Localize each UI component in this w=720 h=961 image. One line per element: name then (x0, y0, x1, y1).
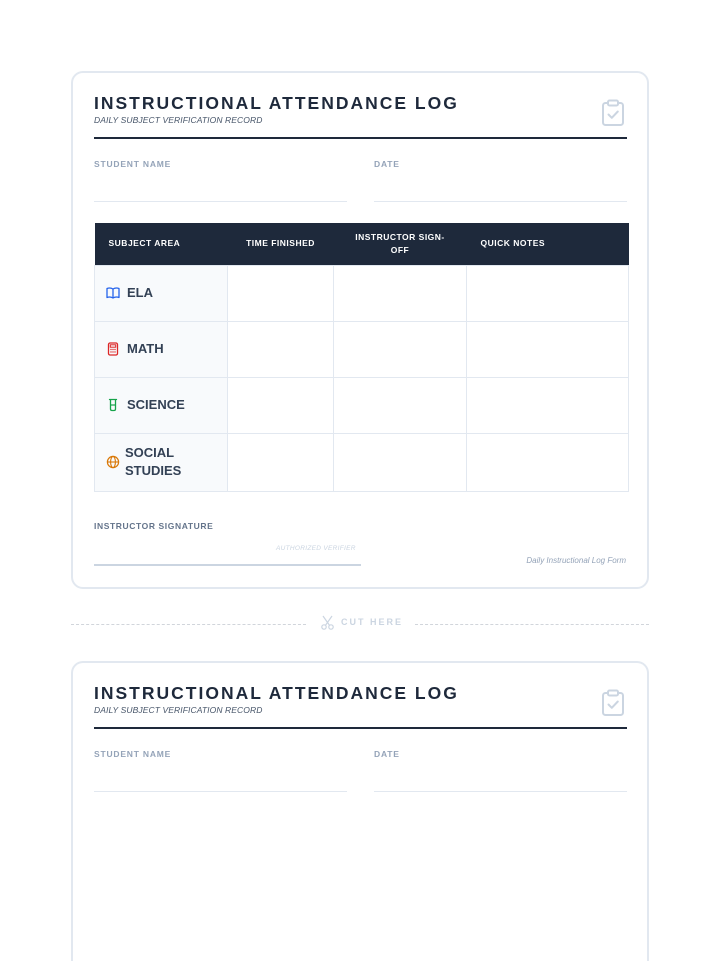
time-finished-cell[interactable] (228, 377, 334, 433)
signoff-cell[interactable] (334, 265, 467, 321)
scissors-icon (321, 615, 334, 630)
cut-label: CUT HERE (341, 617, 404, 627)
table-header-row (95, 223, 629, 265)
student-name-label: STUDENT NAME (94, 159, 172, 169)
signoff-cell[interactable] (334, 321, 467, 377)
form-footer-tag: Daily Instructional Log Form (526, 556, 626, 565)
date-field[interactable] (374, 201, 627, 202)
table-row (95, 265, 629, 321)
beaker-icon (106, 398, 120, 412)
signoff-cell[interactable] (334, 377, 467, 433)
form-subtitle: DAILY SUBJECT VERIFICATION RECORD (94, 705, 263, 715)
clipboard-check-icon (601, 689, 625, 717)
subject-label: MATH (127, 341, 164, 356)
header-divider (94, 137, 627, 139)
subject-label: SOCIAL STUDIES (125, 445, 182, 478)
notes-cell[interactable] (467, 377, 629, 433)
header-divider (94, 727, 627, 729)
time-finished-cell[interactable] (228, 265, 334, 321)
globe-icon (106, 455, 120, 469)
subject-label: ELA (127, 285, 153, 300)
date-label: DATE (374, 749, 400, 759)
student-name-field[interactable] (94, 201, 347, 202)
notes-cell[interactable] (467, 265, 629, 321)
form-subtitle: DAILY SUBJECT VERIFICATION RECORD (94, 115, 263, 125)
subject-cell (95, 265, 228, 321)
cut-line (71, 614, 649, 630)
date-label: DATE (374, 159, 400, 169)
cut-dash-left (71, 624, 306, 625)
form-title: INSTRUCTIONAL ATTENDANCE LOG (94, 93, 459, 113)
student-name-label: STUDENT NAME (94, 749, 172, 759)
calculator-icon (106, 342, 120, 356)
attendance-table (94, 223, 629, 492)
cut-dash-right (415, 624, 649, 625)
subject-cell (95, 321, 228, 377)
student-name-field[interactable] (94, 791, 347, 792)
subject-cell (95, 433, 228, 491)
form-title: INSTRUCTIONAL ATTENDANCE LOG (94, 683, 459, 703)
signoff-cell[interactable] (334, 433, 467, 491)
column-header-signoff: INSTRUCTOR SIGN-OFF (334, 223, 467, 265)
subject-label: SCIENCE (127, 397, 185, 412)
column-header-subject: SUBJECT AREA (95, 223, 228, 265)
notes-cell[interactable] (467, 321, 629, 377)
subject-cell (95, 377, 228, 433)
table-row (95, 377, 629, 433)
column-header-notes: QUICK NOTES (467, 223, 629, 265)
column-header-time: TIME FINISHED (228, 223, 334, 265)
signature-field[interactable] (94, 564, 361, 566)
table-row (95, 321, 629, 377)
attendance-form-card (71, 661, 649, 961)
signature-hint: AUTHORIZED VERIFIER (276, 545, 356, 552)
table-row (95, 433, 629, 491)
notes-cell[interactable] (467, 433, 629, 491)
attendance-form-card (71, 71, 649, 589)
book-icon (106, 286, 120, 300)
time-finished-cell[interactable] (228, 321, 334, 377)
signature-label: INSTRUCTOR SIGNATURE (94, 521, 214, 531)
time-finished-cell[interactable] (228, 433, 334, 491)
date-field[interactable] (374, 791, 627, 792)
clipboard-check-icon (601, 99, 625, 127)
